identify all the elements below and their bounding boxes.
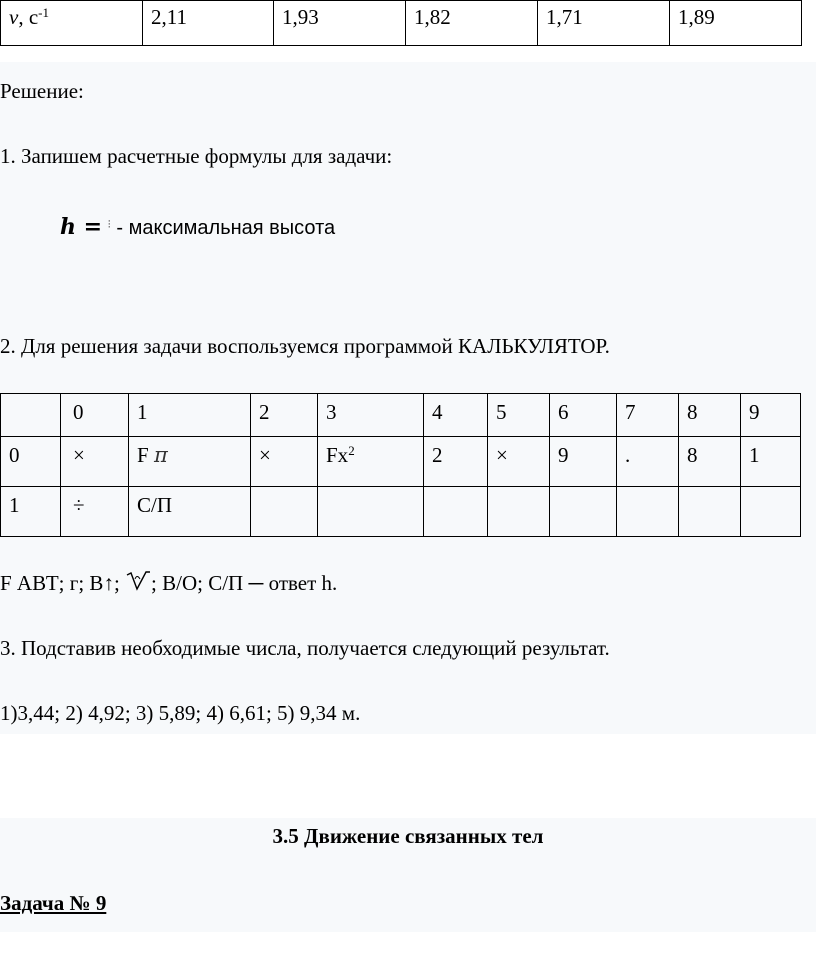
formula-line (60, 214, 335, 243)
empty-cell (424, 487, 488, 537)
unit-text: , с (18, 5, 39, 29)
empty-cell (488, 487, 550, 537)
program-cell: 1 (741, 437, 801, 487)
value-cell: 1,71 (538, 1, 670, 46)
pi-symbol: π (153, 443, 168, 467)
value-cell: 2,11 (143, 1, 274, 46)
empty-cell (741, 487, 801, 537)
program-sequence-line (0, 569, 337, 596)
table-row (1, 487, 801, 537)
formula-description: - максимальная высота (116, 217, 336, 239)
header-cell: 7 (617, 394, 679, 437)
step-2-text: 2. Для решения задачи воспользуемся программой КАЛЬКУЛЯТОР. (0, 334, 610, 358)
table-row (1, 394, 801, 437)
value-cell: 1,93 (274, 1, 406, 46)
program-cell: ÷ (61, 487, 129, 537)
f-key-text: F (137, 443, 149, 467)
header-cell: 2 (251, 394, 318, 437)
program-cell: 2 (424, 437, 488, 487)
header-cell: 8 (679, 394, 741, 437)
nu-symbol: ν (9, 5, 19, 29)
header-cell (1, 394, 61, 437)
row-label-cell: 0 (1, 437, 61, 487)
formula-lhs: h = (60, 214, 103, 240)
row-label-cell: 1 (1, 487, 61, 537)
program-cell: × (61, 437, 129, 487)
program-cell: × (488, 437, 550, 487)
program-answer: ответ h. (268, 571, 338, 595)
results-text: 1)3,44; 2) 4,92; 3) 5,89; 4) 6,61; 5) 9,34 м. (0, 701, 361, 725)
program-cell: 8 (679, 437, 741, 487)
program-cell: С/П (129, 487, 251, 537)
sqrt-key-icon (125, 569, 151, 593)
task-heading: Задача № 9 (0, 891, 107, 915)
section-heading: 3.5 Движение связанных тел (272, 824, 544, 848)
program-cell: × (251, 437, 318, 487)
table-row (1, 1, 802, 46)
fx-exponent: 2 (348, 443, 355, 458)
program-cell (129, 437, 251, 487)
header-cell: 3 (318, 394, 424, 437)
table-row (1, 437, 801, 487)
empty-cell (617, 487, 679, 537)
program-cell: . (617, 437, 679, 487)
header-cell: 4 (424, 394, 488, 437)
unit-exponent: -1 (38, 5, 49, 20)
program-dash: ─ (243, 571, 269, 595)
program-cell: 9 (550, 437, 617, 487)
value-cell: 1,89 (670, 1, 802, 46)
header-cell: 6 (550, 394, 617, 437)
header-cell: 9 (741, 394, 801, 437)
frequency-table (0, 0, 802, 46)
header-cell: 1 (129, 394, 251, 437)
step-3-text: 3. Подставив необходимые числа, получается следующий результат. (0, 636, 610, 660)
header-cell: 5 (488, 394, 550, 437)
empty-cell (550, 487, 617, 537)
header-cell: 0 (61, 394, 129, 437)
empty-cell (318, 487, 424, 537)
empty-cell (251, 487, 318, 537)
calculator-program-table (0, 393, 801, 537)
formula-placeholder: ⁝ (107, 217, 112, 231)
frequency-label-cell (1, 1, 143, 46)
empty-cell (679, 487, 741, 537)
program-part-2: ; В/О; С/П (151, 571, 244, 595)
step-1-text: 1. Запишем расчетные формулы для задачи: (0, 144, 393, 168)
solution-label: Решение: (0, 79, 84, 103)
value-cell: 1,82 (406, 1, 538, 46)
program-cell (318, 437, 424, 487)
program-part-1: F АВТ; г; В↑; (0, 571, 126, 595)
fx-key-text: Fx (326, 443, 349, 467)
